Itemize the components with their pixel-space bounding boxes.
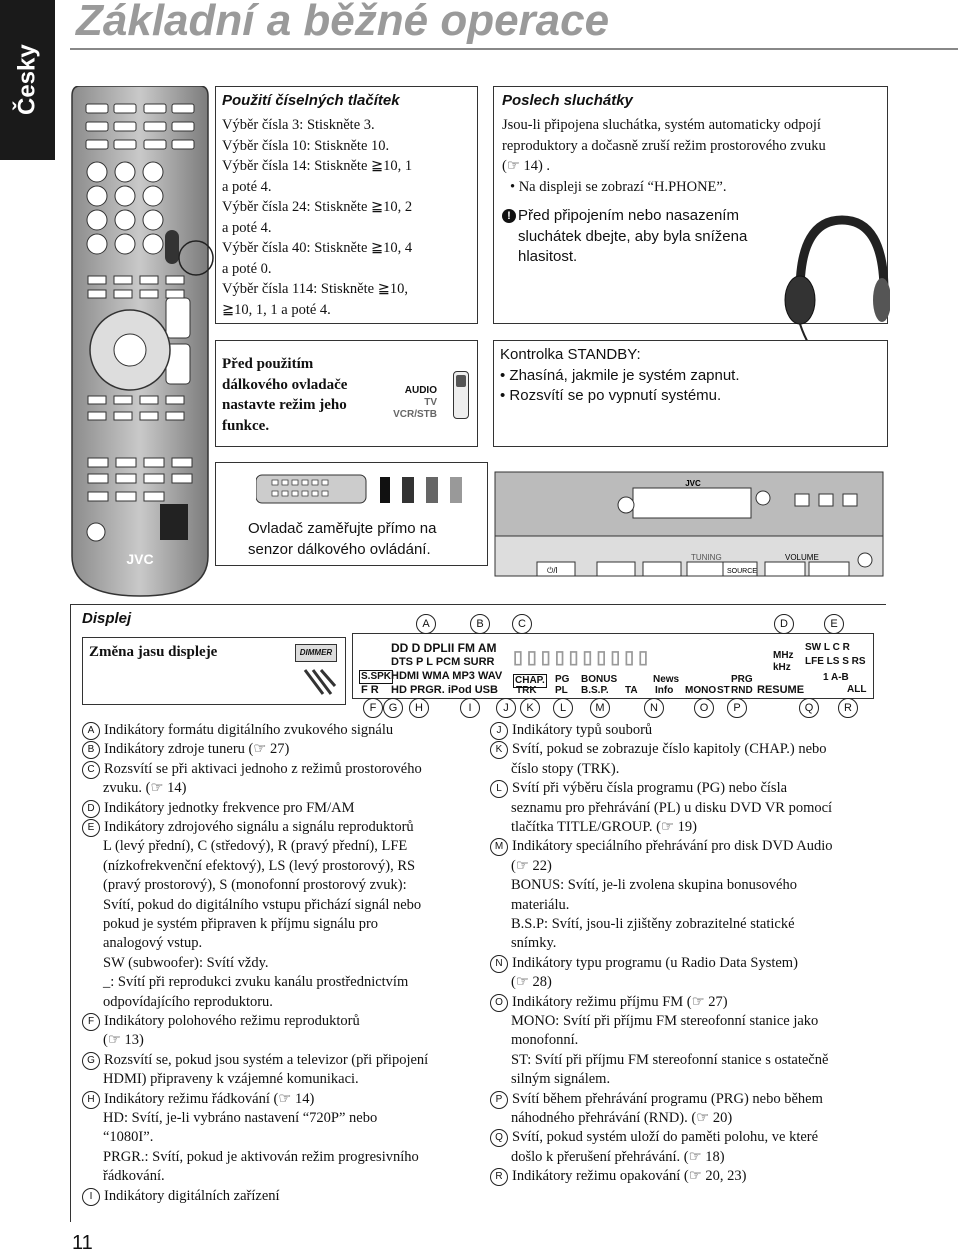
legend-text: silným signálem. bbox=[511, 1071, 611, 1088]
marker-o: O bbox=[694, 698, 714, 718]
aim-note-line: Ovladač zaměřujte přímo na bbox=[248, 520, 437, 537]
display-panel bbox=[352, 633, 874, 699]
legend-text: (☞ 28) bbox=[511, 974, 552, 991]
panel-repeat-all: ALL bbox=[847, 684, 867, 695]
legend-text: _: Svítí při reprodukci zvuku kanálu prostřednictvím bbox=[103, 974, 409, 991]
legend-item bbox=[490, 1167, 746, 1187]
legend-item bbox=[82, 837, 407, 857]
warning-line: sluchátek dbejte, aby byla snížena bbox=[518, 227, 748, 245]
legend-marker: R bbox=[490, 1168, 508, 1186]
legend-text: Svítí, pokud systém uloží do paměti polohu, ve které bbox=[512, 1129, 819, 1146]
legend-marker: N bbox=[490, 955, 508, 973]
marker-l: L bbox=[553, 698, 573, 718]
main-unit-illustration bbox=[493, 462, 885, 592]
legend-text: zvuku. (☞ 14) bbox=[103, 780, 187, 797]
marker-b: B bbox=[470, 614, 490, 634]
legend-item bbox=[82, 934, 202, 954]
legend-text: (☞ 13) bbox=[103, 1032, 144, 1049]
legend-text: Indikátory zdrojového signálu a signálu reproduktorů bbox=[104, 819, 414, 835]
panel-news: News bbox=[653, 674, 680, 685]
legend-text: BONUS: Svítí, je-li zvolena skupina bonusového bbox=[511, 877, 797, 894]
legend-text: B.S.P: Svítí, jsou-li zjištěny zobrazitelné statické bbox=[511, 916, 795, 932]
legend-item bbox=[490, 973, 552, 993]
legend-item bbox=[82, 1012, 360, 1032]
numeric-line: Výběr čísla 40: Stiskněte ≧10, 4 bbox=[222, 240, 413, 256]
legend-text: Svítí, pokud do digitálního vstupu přichází signál nebo bbox=[103, 896, 422, 913]
numeric-line: a poté 0. bbox=[222, 260, 272, 277]
headphones-line: reproduktory a dočasně zruší režim prostorového zvuku bbox=[502, 137, 826, 154]
legend-item bbox=[82, 760, 422, 780]
legend-item bbox=[82, 1167, 165, 1187]
marker-j: J bbox=[496, 698, 516, 718]
panel-trk: TRK bbox=[516, 685, 537, 696]
standby-line: • Zhasíná, jakmile je systém zapnut. bbox=[500, 366, 740, 384]
headphones-line: • Na displeji se zobrazí “H.PHONE”. bbox=[510, 178, 727, 195]
headphones-box-body bbox=[502, 115, 826, 197]
title-divider bbox=[70, 48, 958, 50]
panel-resume: RESUME bbox=[757, 684, 805, 696]
legend-text: Indikátory režimu opakování (☞ 20, 23) bbox=[512, 1168, 747, 1185]
marker-k: K bbox=[520, 698, 540, 718]
panel-pg: PG bbox=[555, 674, 570, 685]
legend-marker: K bbox=[490, 741, 508, 759]
legend-item bbox=[82, 1070, 359, 1090]
panel-segment-digits: ▯▯▯▯▯▯▯▯▯▯ bbox=[513, 647, 653, 667]
legend-item bbox=[490, 954, 798, 974]
numeric-line: Výběr čísla 24: Stiskněte ≧10, 2 bbox=[222, 199, 413, 215]
legend-item bbox=[82, 993, 273, 1013]
panel-sspk: S.SPK bbox=[361, 671, 392, 682]
legend-text: Indikátory formátu digitálního zvukového signálu bbox=[104, 722, 394, 738]
language-tab: Česky bbox=[0, 0, 55, 160]
legend-text: Rozsvítí se, pokud jsou systém a televizor (při připojení bbox=[104, 1051, 429, 1068]
legend-text: monofonní. bbox=[511, 1032, 579, 1049]
switch-label-audio: AUDIO bbox=[404, 385, 437, 396]
legend-text: (☞ 22) bbox=[511, 857, 552, 874]
legend-text: L (levý přední), C (středový), R (pravý přední), LFE bbox=[103, 838, 408, 855]
warning-line: Před připojením nebo nasazením bbox=[518, 207, 739, 224]
legend-text: Svítí, pokud se zobrazuje číslo kapitoly (CHAP.) nebo bbox=[512, 741, 827, 758]
legend-marker: A bbox=[82, 722, 100, 740]
legend-text: Indikátory typu programu (u Radio Data System) bbox=[512, 954, 798, 971]
standby-line: Kontrolka STANDBY: bbox=[500, 346, 641, 363]
legend-text: MONO: Svítí při příjmu FM stereofonní stanice jako bbox=[511, 1013, 819, 1029]
aim-note-text bbox=[248, 519, 436, 560]
panel-ta: TA bbox=[625, 685, 638, 696]
page-title: Základní a běžné operace bbox=[76, 0, 610, 45]
panel-bsp: B.S.P. bbox=[581, 685, 609, 696]
legend-text: HD: Svítí, je-li vybráno nastavení “720P” nebo bbox=[103, 1110, 378, 1126]
numeric-line: Výběr čísla 10: Stiskněte 10. bbox=[222, 137, 390, 154]
panel-format-row1: DD D DPLII FM AM bbox=[391, 641, 497, 655]
legend-text: (nízkofrekvenční efektový), LS (levý prostorový), RS bbox=[103, 857, 416, 874]
legend-item bbox=[82, 954, 269, 974]
unit-power-label: ⏻/I bbox=[547, 566, 558, 575]
marker-q: Q bbox=[799, 698, 819, 718]
standby-box bbox=[493, 340, 888, 447]
marker-g: G bbox=[383, 698, 403, 718]
legend-item bbox=[82, 1109, 377, 1129]
legend-item bbox=[82, 876, 407, 896]
legend-item bbox=[82, 915, 378, 935]
legend-item bbox=[490, 876, 797, 896]
marker-p: P bbox=[727, 698, 747, 718]
panel-mhz: MHz bbox=[773, 650, 794, 661]
legend-marker: P bbox=[490, 1091, 508, 1109]
legend-item bbox=[82, 740, 289, 760]
standby-box-text bbox=[500, 345, 740, 407]
legend-marker: G bbox=[82, 1052, 100, 1070]
display-title: Displej bbox=[82, 610, 132, 627]
headphones-line: Jsou-li připojena sluchátka, systém automaticky odpojí bbox=[502, 117, 821, 133]
legend-text: PRGR.: Svítí, pokud je aktivován režim progresivního bbox=[103, 1148, 419, 1165]
numeric-line: Výběr čísla 3: Stiskněte 3. bbox=[222, 117, 375, 133]
callout-circle bbox=[176, 236, 216, 280]
legend-text: Indikátory polohového režimu reproduktorů bbox=[104, 1013, 360, 1029]
panel-st: ST bbox=[717, 685, 730, 696]
legend-marker: J bbox=[490, 722, 508, 740]
legend-item bbox=[82, 1031, 144, 1051]
mode-switch-labels bbox=[393, 385, 437, 421]
legend-marker: C bbox=[82, 761, 100, 779]
mode-selector-switch[interactable] bbox=[453, 371, 469, 419]
panel-format-row3: HDMI WMA MP3 WAV bbox=[391, 670, 503, 682]
legend-text: Indikátory digitálních zařízení bbox=[104, 1187, 280, 1204]
marker-m: M bbox=[590, 698, 610, 718]
legend-item bbox=[490, 799, 832, 819]
legend-text: odpovídajícího reproduktoru. bbox=[103, 993, 273, 1010]
legend-text: snímky. bbox=[511, 935, 557, 952]
remote-mode-box bbox=[215, 340, 478, 447]
legend-marker: O bbox=[490, 994, 508, 1012]
legend-item bbox=[490, 1090, 823, 1110]
panel-repeat-ab: 1 A-B bbox=[823, 672, 849, 683]
legend-text: “1080I”. bbox=[103, 1129, 154, 1146]
headphones-box-title: Poslech sluchátky bbox=[502, 92, 633, 109]
legend-text: SW (subwoofer): Svítí vždy. bbox=[103, 954, 269, 971]
numeric-box-title: Použití číselných tlačítek bbox=[222, 92, 400, 109]
switch-label-vcr: VCR/STB bbox=[393, 409, 437, 420]
legend-text: analogový vstup. bbox=[103, 935, 203, 952]
marker-r: R bbox=[838, 698, 858, 718]
legend-text: seznamu pro přehrávání (PL) u disku DVD VR pomocí bbox=[511, 799, 833, 816]
legend-item bbox=[82, 1128, 153, 1148]
legend-marker: I bbox=[82, 1188, 100, 1206]
marker-i: I bbox=[460, 698, 480, 718]
unit-volume-label: VOLUME bbox=[785, 553, 819, 562]
legend-text: řádkování. bbox=[103, 1168, 165, 1185]
numeric-line: Výběr čísla 114: Stiskněte ≧10, bbox=[222, 281, 408, 297]
unit-source-label: SOURCE bbox=[727, 568, 757, 575]
legend-text: Rozsvítí se při aktivaci jednoho z režimů prostorového bbox=[104, 760, 422, 777]
legend-item bbox=[490, 896, 569, 916]
legend-item bbox=[490, 1070, 610, 1090]
headphones-line: (☞ 14) . bbox=[502, 158, 551, 174]
numeric-line: ≧10, 1, 1 a poté 4. bbox=[222, 301, 331, 318]
panel-mono: MONO bbox=[685, 685, 717, 696]
panel-chap: CHAP. bbox=[515, 675, 545, 686]
legend-item bbox=[490, 1128, 818, 1148]
panel-fr: F R bbox=[361, 684, 379, 696]
standby-line: • Rozsvítí se po vypnutí systému. bbox=[500, 387, 722, 404]
legend-item bbox=[82, 779, 186, 799]
panel-pl: PL bbox=[555, 685, 568, 696]
switch-knob bbox=[456, 375, 466, 387]
marker-a: A bbox=[416, 614, 436, 634]
marker-f: F bbox=[363, 698, 383, 718]
switch-label-tv: TV bbox=[424, 397, 437, 408]
numeric-line: a poté 4. bbox=[222, 178, 272, 195]
legend-item bbox=[82, 818, 414, 838]
legend-text: tlačítka TITLE/GROUP. (☞ 19) bbox=[511, 819, 697, 835]
panel-khz: kHz bbox=[773, 662, 791, 673]
mode-line: funkce. bbox=[222, 417, 270, 434]
warning-icon: ! bbox=[502, 209, 516, 223]
legend-item bbox=[490, 1051, 828, 1071]
legend-item bbox=[490, 740, 827, 760]
legend-item bbox=[490, 934, 556, 954]
legend-text: Indikátory režimu řádkování (☞ 14) bbox=[104, 1090, 315, 1107]
warning-note bbox=[502, 206, 747, 268]
panel-info: Info bbox=[655, 685, 674, 696]
unit-tuning-label: TUNING bbox=[691, 553, 722, 562]
legend-item bbox=[490, 857, 552, 877]
legend-item bbox=[490, 1031, 578, 1051]
numeric-line: a poté 4. bbox=[222, 219, 272, 236]
marker-d: D bbox=[774, 614, 794, 634]
page-number: 11 bbox=[72, 1232, 93, 1254]
mode-line: dálkového ovladače bbox=[222, 376, 348, 393]
aim-remote-illustration bbox=[256, 471, 472, 509]
dimmer-button[interactable]: DIMMER bbox=[295, 644, 337, 662]
legend-item bbox=[490, 1109, 732, 1129]
legend-text: Indikátory jednotky frekvence pro FM/AM bbox=[104, 799, 355, 816]
mode-line: nastavte režim jeho bbox=[222, 397, 347, 413]
panel-format-row2: DTS P L PCM SURR bbox=[391, 656, 495, 668]
panel-bonus: BONUS bbox=[581, 674, 618, 685]
legend-text: došlo k přerušení přehrávání. (☞ 18) bbox=[511, 1148, 725, 1165]
marker-n: N bbox=[644, 698, 664, 718]
legend-text: Indikátory typů souborů bbox=[512, 722, 653, 738]
legend-item bbox=[82, 799, 354, 819]
numeric-line: Výběr čísla 14: Stiskněte ≧10, 1 bbox=[222, 158, 413, 174]
remote-brand-logo: JVC bbox=[126, 551, 154, 567]
legend-item bbox=[82, 896, 421, 916]
panel-speaker-row1: SW L C R bbox=[805, 642, 850, 653]
legend-item bbox=[490, 993, 728, 1013]
dimmer-title: Změna jasu displeje bbox=[89, 644, 218, 660]
legend-item bbox=[490, 760, 619, 780]
legend-item bbox=[82, 1090, 314, 1110]
legend-marker: Q bbox=[490, 1129, 508, 1147]
legend-item bbox=[82, 721, 393, 741]
marker-c: C bbox=[512, 614, 532, 634]
legend-item bbox=[490, 779, 787, 799]
warning-line: hlasitost. bbox=[518, 248, 578, 265]
panel-prg: PRG bbox=[731, 674, 753, 685]
numeric-box-body bbox=[222, 115, 412, 320]
numeric-buttons-box bbox=[215, 86, 478, 324]
legend-text: materiálu. bbox=[511, 896, 570, 913]
legend-marker: E bbox=[82, 819, 100, 837]
legend-item bbox=[490, 818, 697, 838]
panel-rnd: RND bbox=[731, 685, 753, 696]
legend-item bbox=[490, 1148, 725, 1168]
legend-marker: L bbox=[490, 780, 508, 798]
legend-marker: F bbox=[82, 1013, 100, 1031]
aim-note-box bbox=[215, 462, 488, 566]
legend-text: Indikátory speciálního přehrávání pro disk DVD Audio bbox=[512, 838, 833, 855]
legend-item bbox=[490, 837, 833, 857]
legend-item bbox=[82, 1051, 428, 1071]
legend-item bbox=[490, 721, 652, 741]
panel-speaker-row2: LFE LS S RS bbox=[805, 656, 866, 667]
aim-note-line: senzor dálkového ovládání. bbox=[248, 540, 431, 558]
legend-text: Svítí při výběru čísla programu (PG) nebo čísla bbox=[512, 780, 788, 797]
legend-text: HDMI) připraveny k vzájemné komunikaci. bbox=[103, 1071, 359, 1088]
legend-text: ST: Svítí při příjmu FM stereofonní stanice s ostatečně bbox=[511, 1051, 829, 1068]
legend-text: číslo stopy (TRK). bbox=[511, 760, 620, 777]
legend-text: náhodného přehrávání (RND). (☞ 20) bbox=[511, 1110, 733, 1126]
legend-item bbox=[82, 1187, 280, 1207]
remote-control-illustration bbox=[70, 86, 210, 598]
mode-box-text bbox=[222, 354, 347, 436]
legend-item bbox=[490, 915, 795, 935]
legend-item bbox=[82, 973, 408, 993]
legend-marker: M bbox=[490, 838, 508, 856]
marker-h: H bbox=[409, 698, 429, 718]
pressing-finger-icon bbox=[301, 666, 337, 696]
legend-item bbox=[82, 1148, 419, 1168]
legend-marker: D bbox=[82, 800, 100, 818]
legend-marker: H bbox=[82, 1091, 100, 1109]
legend-item bbox=[82, 857, 415, 877]
legend-text: (pravý prostorový), S (monofonní prostorový zvuk): bbox=[103, 877, 407, 894]
legend-marker: B bbox=[82, 741, 100, 759]
panel-format-row4: HD PRGR. iPod USB bbox=[391, 684, 498, 696]
marker-e: E bbox=[824, 614, 844, 634]
legend-text: Svítí během přehrávání programu (PRG) nebo během bbox=[512, 1090, 823, 1107]
mode-line: Před použitím bbox=[222, 356, 314, 372]
legend-text: Indikátory režimu příjmu FM (☞ 27) bbox=[512, 993, 728, 1010]
unit-brand: JVC bbox=[685, 479, 701, 488]
legend-text: pokud je systém připraven k příjmu signálu pro bbox=[103, 916, 379, 932]
legend-item bbox=[490, 1012, 818, 1032]
dimmer-box bbox=[82, 637, 346, 705]
legend-text: Indikátory zdroje tuneru (☞ 27) bbox=[104, 741, 290, 758]
